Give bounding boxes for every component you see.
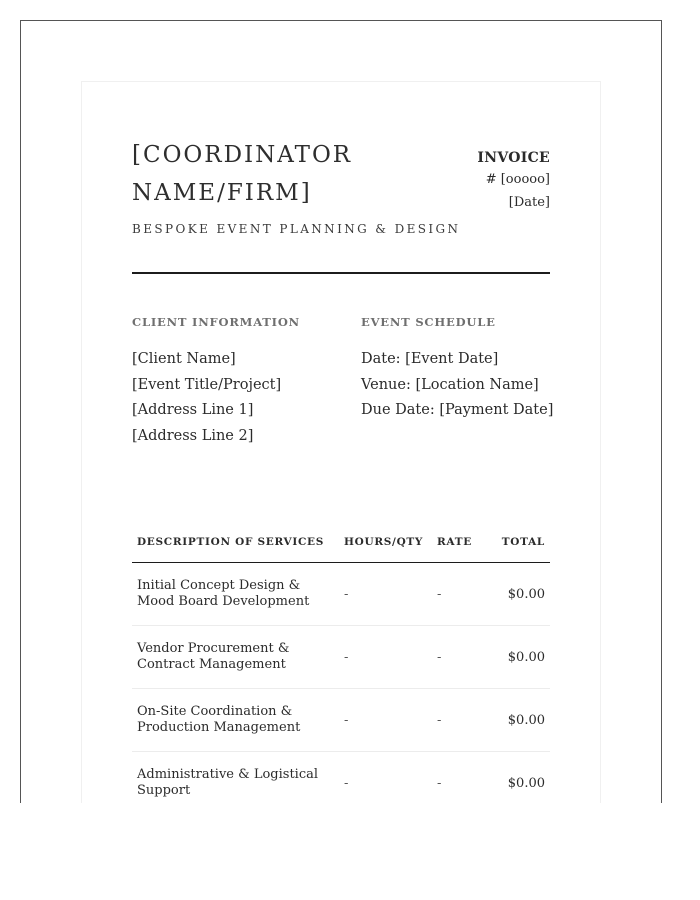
services-table xyxy=(132,522,550,803)
service-description: Administrative & Logistical Support xyxy=(137,767,319,798)
invoice-number: # [ooooo] xyxy=(485,172,550,187)
header-divider xyxy=(132,272,550,274)
header-description: DESCRIPTION OF SERVICES xyxy=(137,536,325,548)
header-total: TOTAL xyxy=(501,536,545,548)
event-venue: Venue: [Location Name] xyxy=(361,376,539,393)
service-qty: - xyxy=(344,586,349,602)
service-total: $0.00 xyxy=(507,712,545,728)
table-row xyxy=(132,689,550,752)
service-rate: - xyxy=(437,586,442,602)
table-row xyxy=(132,563,550,626)
service-total: $0.00 xyxy=(507,649,545,665)
schedule-section-label: EVENT SCHEDULE xyxy=(361,315,496,329)
service-rate: - xyxy=(437,712,442,728)
service-qty: - xyxy=(344,712,349,728)
table-row xyxy=(132,752,550,803)
service-total: $0.00 xyxy=(507,775,545,791)
address-line-1: [Address Line 1] xyxy=(132,402,254,419)
invoice-page xyxy=(81,81,601,803)
service-description: On-Site Coordination & Production Management xyxy=(137,704,301,735)
service-description: Vendor Procurement & Contract Management xyxy=(137,641,290,672)
service-rate: - xyxy=(437,649,442,665)
service-qty: - xyxy=(344,649,349,665)
event-title: [Event Title/Project] xyxy=(132,376,282,393)
event-date: Date: [Event Date] xyxy=(361,351,499,367)
table-row xyxy=(132,626,550,689)
business-tagline: BESPOKE EVENT PLANNING & DESIGN xyxy=(132,222,461,236)
invoice-date: [Date] xyxy=(508,195,550,210)
invoice-meta-block xyxy=(400,148,550,214)
service-total: $0.00 xyxy=(507,586,545,602)
address-line-2: [Address Line 2] xyxy=(132,428,254,445)
service-rate: - xyxy=(437,775,442,791)
coordinator-name: [COORDINATOR NAME/FIRM] xyxy=(132,142,353,206)
invoice-title: INVOICE xyxy=(477,150,550,166)
client-information xyxy=(132,315,352,450)
client-name: [Client Name] xyxy=(132,351,236,367)
header-hours-qty: HOURS/QTY xyxy=(344,536,424,548)
table-header xyxy=(132,522,550,563)
payment-due-date: Due Date: [Payment Date] xyxy=(361,402,554,419)
header-rate: RATE xyxy=(437,536,472,548)
service-qty: - xyxy=(344,775,349,791)
client-section-label: CLIENT INFORMATION xyxy=(132,315,300,329)
document-viewport xyxy=(20,20,662,803)
service-description: Initial Concept Design & Mood Board Development xyxy=(137,578,310,609)
event-schedule xyxy=(361,315,561,424)
